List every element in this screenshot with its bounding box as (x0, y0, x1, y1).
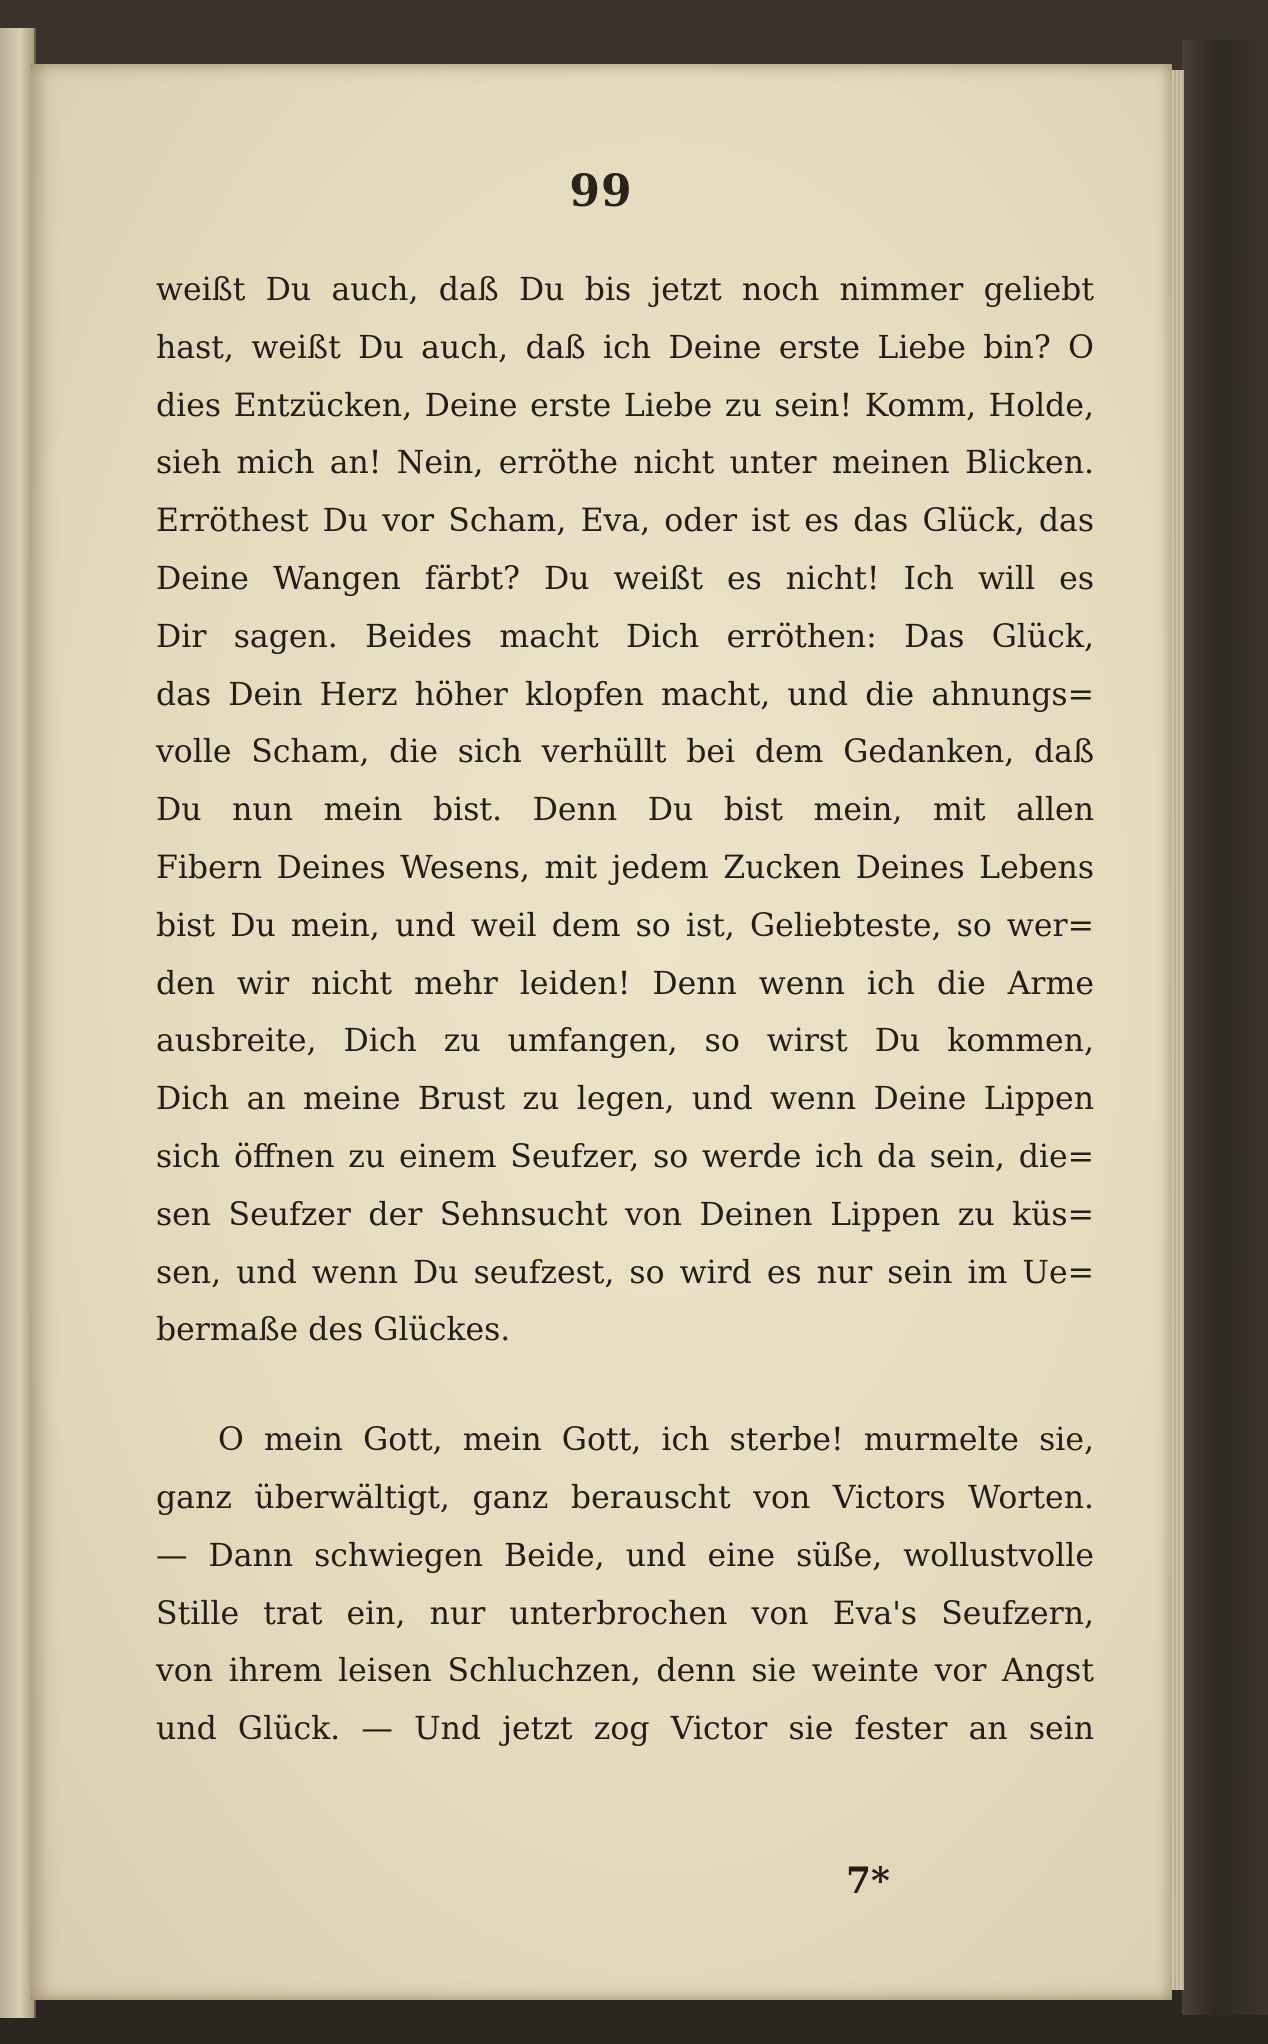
signature-mark: 7* (846, 1860, 890, 1902)
text-line: bist Du mein, und weil dem so ist, Geliebteste, so wer= (156, 907, 1094, 944)
text-line: volle Scham, die sich verhüllt bei dem Gedanken, daß (156, 734, 1094, 771)
text-line: Fibern Deines Wesens, mit jedem Zucken Deines Lebens (156, 849, 1094, 886)
text-line: bermaße des Glückes. (156, 1312, 511, 1349)
book-page (30, 64, 1172, 2000)
text-line: Stille trat ein, nur unterbrochen von Eva's Seufzern, (156, 1595, 1094, 1632)
paragraph-gap (156, 1360, 1094, 1412)
text-line: Deine Wangen färbt? Du weißt es nicht! Ich will es (156, 560, 1094, 597)
paragraph (156, 1412, 1094, 1759)
text-line: und Glück. — Und jetzt zog Victor sie fester an sein (156, 1711, 1094, 1748)
text-line: Erröthest Du vor Scham, Eva, oder ist es das Glück, das (156, 503, 1094, 540)
text-line: sieh mich an! Nein, erröthe nicht unter meinen Blicken. (156, 445, 1094, 482)
text-line: Dir sagen. Beides macht Dich erröthen: Das Glück, (156, 618, 1094, 655)
text-line: den wir nicht mehr leiden! Denn wenn ich die Arme (156, 965, 1094, 1002)
text-line: hast, weißt Du auch, daß ich Deine erste Liebe bin? O (156, 329, 1094, 366)
text-line: ganz überwältigt, ganz berauscht von Victors Worten. (156, 1479, 1094, 1516)
page-number: 99 (569, 166, 633, 217)
text-line: dies Entzücken, Deine erste Liebe zu sein! Komm, Holde, (156, 387, 1094, 424)
text-line: sen Seufzer der Sehnsucht von Deinen Lippen zu küs= (156, 1196, 1094, 1233)
text-line: von ihrem leisen Schluchzen, denn sie weinte vor Angst (156, 1653, 1094, 1690)
paragraph (156, 262, 1094, 1360)
text-line: ausbreite, Dich zu umfangen, so wirst Du kommen, (156, 1023, 1094, 1060)
text-line: — Dann schwiegen Beide, und eine süße, wollustvolle (156, 1537, 1094, 1574)
text-line: das Dein Herz höher klopfen macht, und die ahnungs= (156, 676, 1094, 713)
text-line: weißt Du auch, daß Du bis jetzt noch nimmer geliebt (156, 272, 1094, 308)
text-line: sen, und wenn Du seufzest, so wird es nur sein im Ue= (156, 1254, 1094, 1291)
text-line: Du nun mein bist. Denn Du bist mein, mit allen (156, 792, 1094, 829)
text-line: sich öffnen zu einem Seufzer, so werde ich da sein, die= (156, 1138, 1094, 1175)
text-line: O mein Gott, mein Gott, ich sterbe! murmelte sie, (218, 1422, 1094, 1459)
text-line: Dich an meine Brust zu legen, und wenn Deine Lippen (156, 1081, 1094, 1118)
book-cover-edge (1182, 40, 1268, 2015)
body-text (156, 262, 1094, 1759)
